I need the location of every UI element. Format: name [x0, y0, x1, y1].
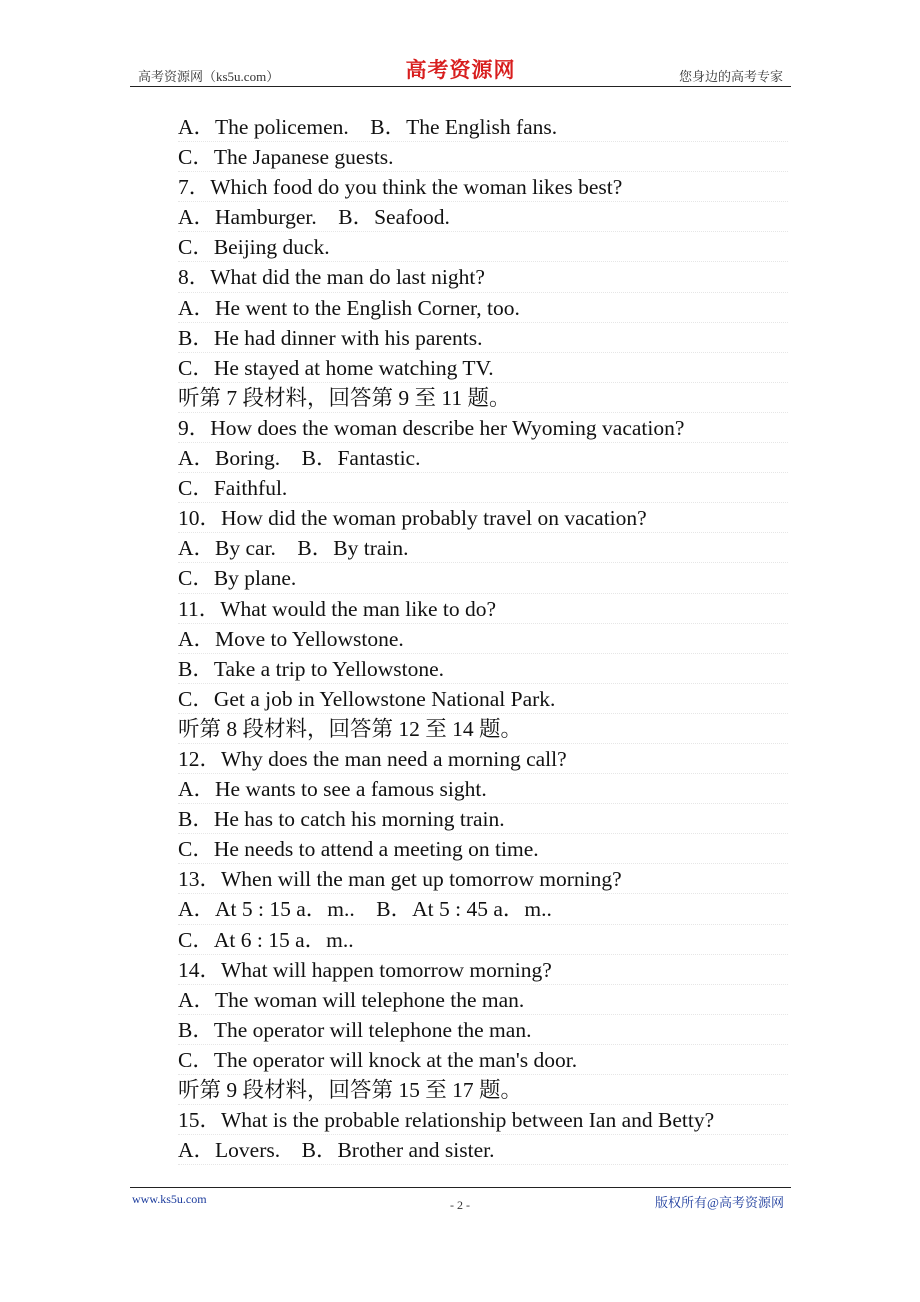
text-line: C．He needs to attend a meeting on time.: [178, 834, 788, 864]
header-slogan: 您身边的高考专家: [678, 69, 783, 84]
question-13: 13．When will the man get up tomorrow morning?: [178, 864, 788, 894]
question-content: [178, 112, 788, 1165]
footer-copyright: 版权所有@高考资源网: [655, 1195, 784, 1210]
page-number: - 2 -: [450, 1198, 470, 1212]
question-14: 14．What will happen tomorrow morning?: [178, 955, 788, 985]
text-line: A．By car. B．By train.: [178, 533, 788, 563]
text-line: A．At 5 : 15 a．m.. B．At 5 : 45 a．m..: [178, 894, 788, 924]
text-line: B．The operator will telephone the man.: [178, 1015, 788, 1045]
question-10: 10．How did the woman probably travel on vacation?: [178, 503, 788, 533]
text-line: A．He wants to see a famous sight.: [178, 774, 788, 804]
text-line: C．Beijing duck.: [178, 232, 788, 262]
question-7: 7．Which food do you think the woman likes best?: [178, 172, 788, 202]
section-instruction: 听第 8 段材料，回答第 12 至 14 题。: [178, 714, 788, 744]
question-11: 11．What would the man like to do?: [178, 594, 788, 624]
text-line: C．The Japanese guests.: [178, 142, 788, 172]
text-line: A．Hamburger. B．Seafood.: [178, 202, 788, 232]
text-line: B．He has to catch his morning train.: [178, 804, 788, 834]
header-logo: 高考资源网: [405, 58, 516, 82]
text-line: C．Faithful.: [178, 473, 788, 503]
text-line: C．He stayed at home watching TV.: [178, 353, 788, 383]
text-line: A．He went to the English Corner, too.: [178, 293, 788, 323]
text-line: C．By plane.: [178, 563, 788, 593]
question-9: 9．How does the woman describe her Wyoming vacation?: [178, 413, 788, 443]
page-header: [130, 52, 791, 86]
text-line: A．Boring. B．Fantastic.: [178, 443, 788, 473]
header-divider: [130, 86, 791, 87]
section-instruction: 听第 7 段材料，回答第 9 至 11 题。: [178, 383, 788, 413]
question-15: 15．What is the probable relationship between Ian and Betty?: [178, 1105, 788, 1135]
text-line: B．Take a trip to Yellowstone.: [178, 654, 788, 684]
text-line: B．He had dinner with his parents.: [178, 323, 788, 353]
question-8: 8．What did the man do last night?: [178, 262, 788, 292]
footer-divider: [130, 1187, 791, 1188]
text-line: A．Lovers. B．Brother and sister.: [178, 1135, 788, 1165]
text-line: A．The woman will telephone the man.: [178, 985, 788, 1015]
section-instruction: 听第 9 段材料，回答第 15 至 17 题。: [178, 1075, 788, 1105]
text-line: C．The operator will knock at the man's door.: [178, 1045, 788, 1075]
text-line: C．Get a job in Yellowstone National Park.: [178, 684, 788, 714]
header-site-name: 高考资源网（ks5u.com）: [138, 69, 280, 84]
footer-site-link[interactable]: www.ks5u.com: [132, 1192, 207, 1206]
text-line: C．At 6 : 15 a．m..: [178, 925, 788, 955]
text-line: A．Move to Yellowstone.: [178, 624, 788, 654]
text-line: A．The policemen. B．The English fans.: [178, 112, 788, 142]
question-12: 12．Why does the man need a morning call?: [178, 744, 788, 774]
